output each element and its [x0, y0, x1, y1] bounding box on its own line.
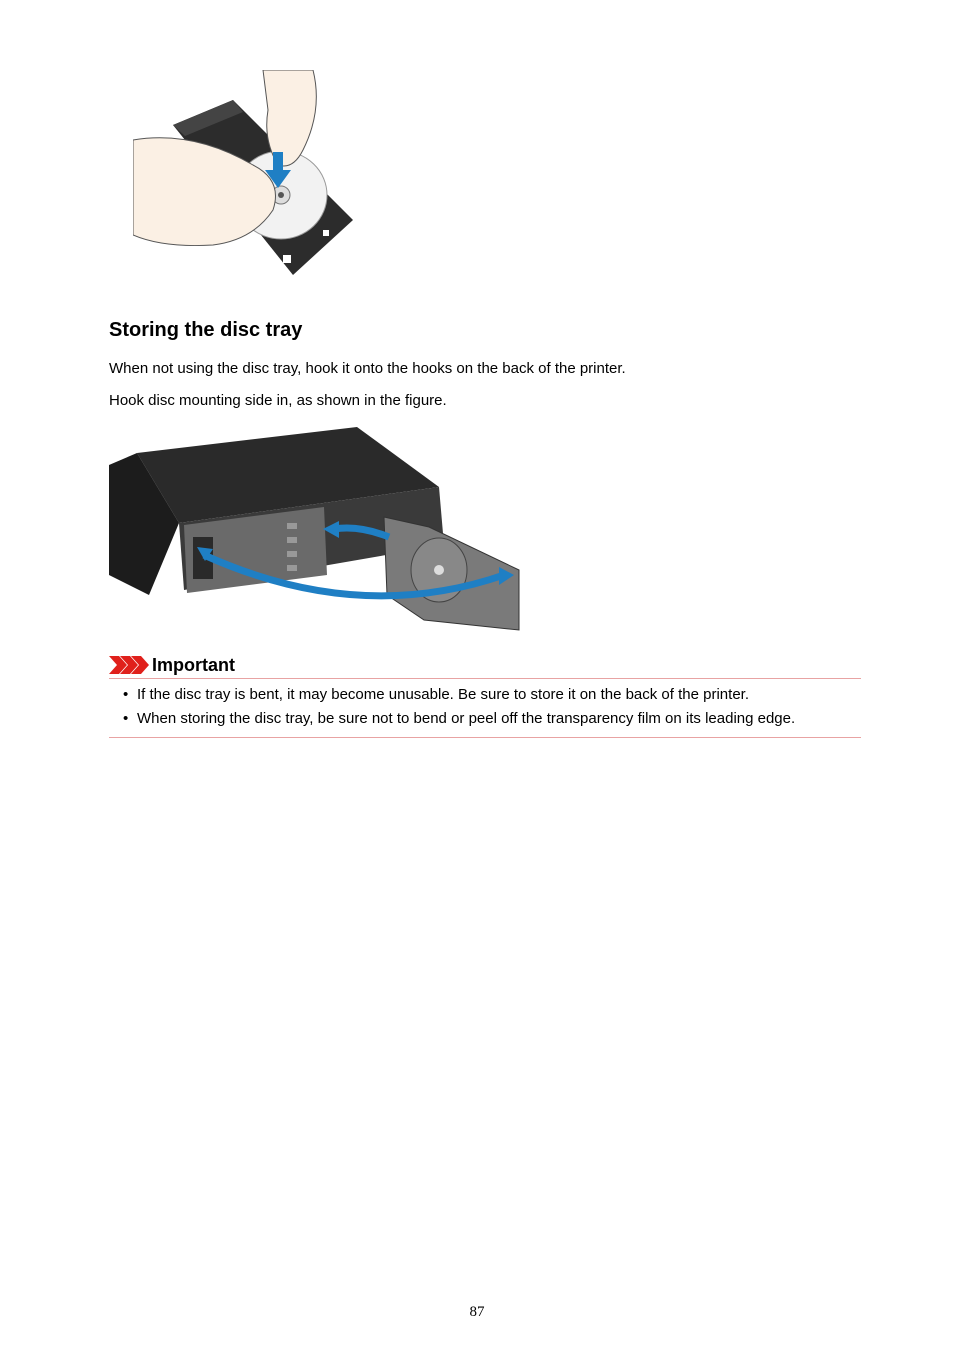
bullet: • — [123, 686, 129, 703]
important-title: Important — [152, 654, 235, 675]
bullet: • — [123, 710, 129, 727]
list-item-text: When storing the disc tray, be sure not to bend or peel off the transparency film on its leading edge. — [137, 710, 796, 727]
list-item-text: If the disc tray is bent, it may become unusable. Be sure to store it on the back of the printer. — [137, 686, 749, 703]
page-number: 87 — [469, 1304, 485, 1320]
paragraph-1: When not using the disc tray, hook it onto the hooks on the back of the printer. — [109, 360, 626, 377]
important-arrows-icon — [109, 656, 149, 674]
paragraph-2: Hook disc mounting side in, as shown in the figure. — [109, 392, 447, 409]
list-item — [109, 683, 861, 707]
printer-storage-illustration — [109, 425, 521, 635]
important-note — [109, 652, 861, 738]
important-list — [109, 678, 861, 738]
important-header — [109, 652, 861, 678]
section-heading: Storing the disc tray — [109, 319, 303, 341]
disc-placement-illustration — [133, 70, 355, 278]
list-item — [109, 707, 861, 731]
